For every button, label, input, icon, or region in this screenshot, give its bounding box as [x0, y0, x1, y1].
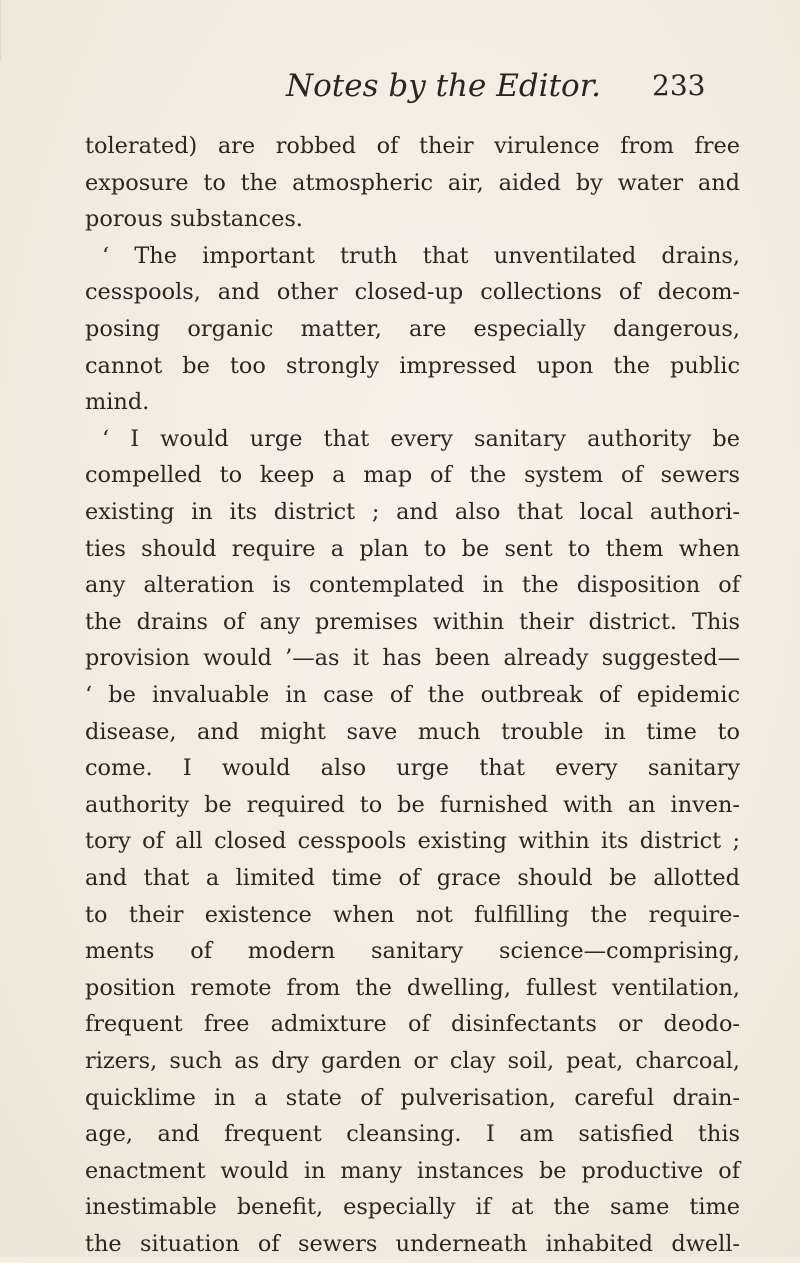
text-line: ‘ I would urge that every sanitary authority be [102, 425, 740, 452]
text-line: age, and frequent cleansing. I am satisfied this [85, 1121, 740, 1148]
text-line: inestimable benefit, especially if at the same time [85, 1194, 740, 1221]
text-line: cesspools, and other closed-up collections of decom- [85, 279, 740, 306]
text-line: compelled to keep a map of the system of sewers [85, 462, 740, 489]
text-line: enactment would in many instances be productive of [85, 1157, 740, 1184]
page-number: 233 [652, 69, 706, 102]
page-header [0, 66, 800, 110]
text-line: exposure to the atmospheric air, aided by water and [85, 169, 740, 196]
text-line: ‘ be invaluable in case of the outbreak of epidemic [85, 682, 740, 708]
text-line: ‘ The important truth that unventilated drains, [102, 242, 740, 269]
text-line: cannot be too strongly impressed upon the public [85, 352, 740, 379]
text-line: mind. [85, 389, 150, 416]
text-line: tolerated) are robbed of their virulence from free [85, 133, 740, 159]
text-line: disease, and might save much trouble in time to [85, 718, 740, 745]
text-line: existing in its district ; and also that local authori- [85, 499, 740, 525]
text-line: authority be required to be furnished with an inven- [85, 791, 740, 818]
text-line: tory of all closed cesspools existing within its district ; [85, 828, 740, 855]
text-line: ties should require a plan to be sent to them when [85, 535, 740, 562]
page-edge-mark [0, 0, 15, 60]
text-line: position remote from the dwelling, fullest ventilation, [85, 974, 740, 1001]
text-line: any alteration is contemplated in the disposition of [85, 572, 740, 599]
text-line: to their existence when not fulfilling the require- [85, 901, 740, 928]
text-line: frequent free admixture of disinfectants or deodo- [85, 1011, 740, 1038]
text-line: porous substances. [85, 206, 303, 233]
running-title: Notes by the Editor. [286, 68, 601, 104]
text-line: come. I would also urge that every sanitary [85, 755, 740, 782]
text-line: and that a limited time of grace should be allotted [85, 865, 740, 891]
text-line: the drains of any premises within their district. This [85, 608, 740, 635]
text-line: quicklime in a state of pulverisation, careful drain- [85, 1084, 740, 1111]
text-line: provision would ’—as it has been already suggested— [85, 645, 740, 672]
text-line: ments of modern sanitary science—comprising, [85, 938, 740, 965]
text-line: posing organic matter, are especially dangerous, [85, 316, 740, 342]
text-line: rizers, such as dry garden or clay soil, peat, charcoal, [85, 1048, 740, 1074]
text-line: the situation of sewers underneath inhabited dwell- [85, 1231, 740, 1257]
